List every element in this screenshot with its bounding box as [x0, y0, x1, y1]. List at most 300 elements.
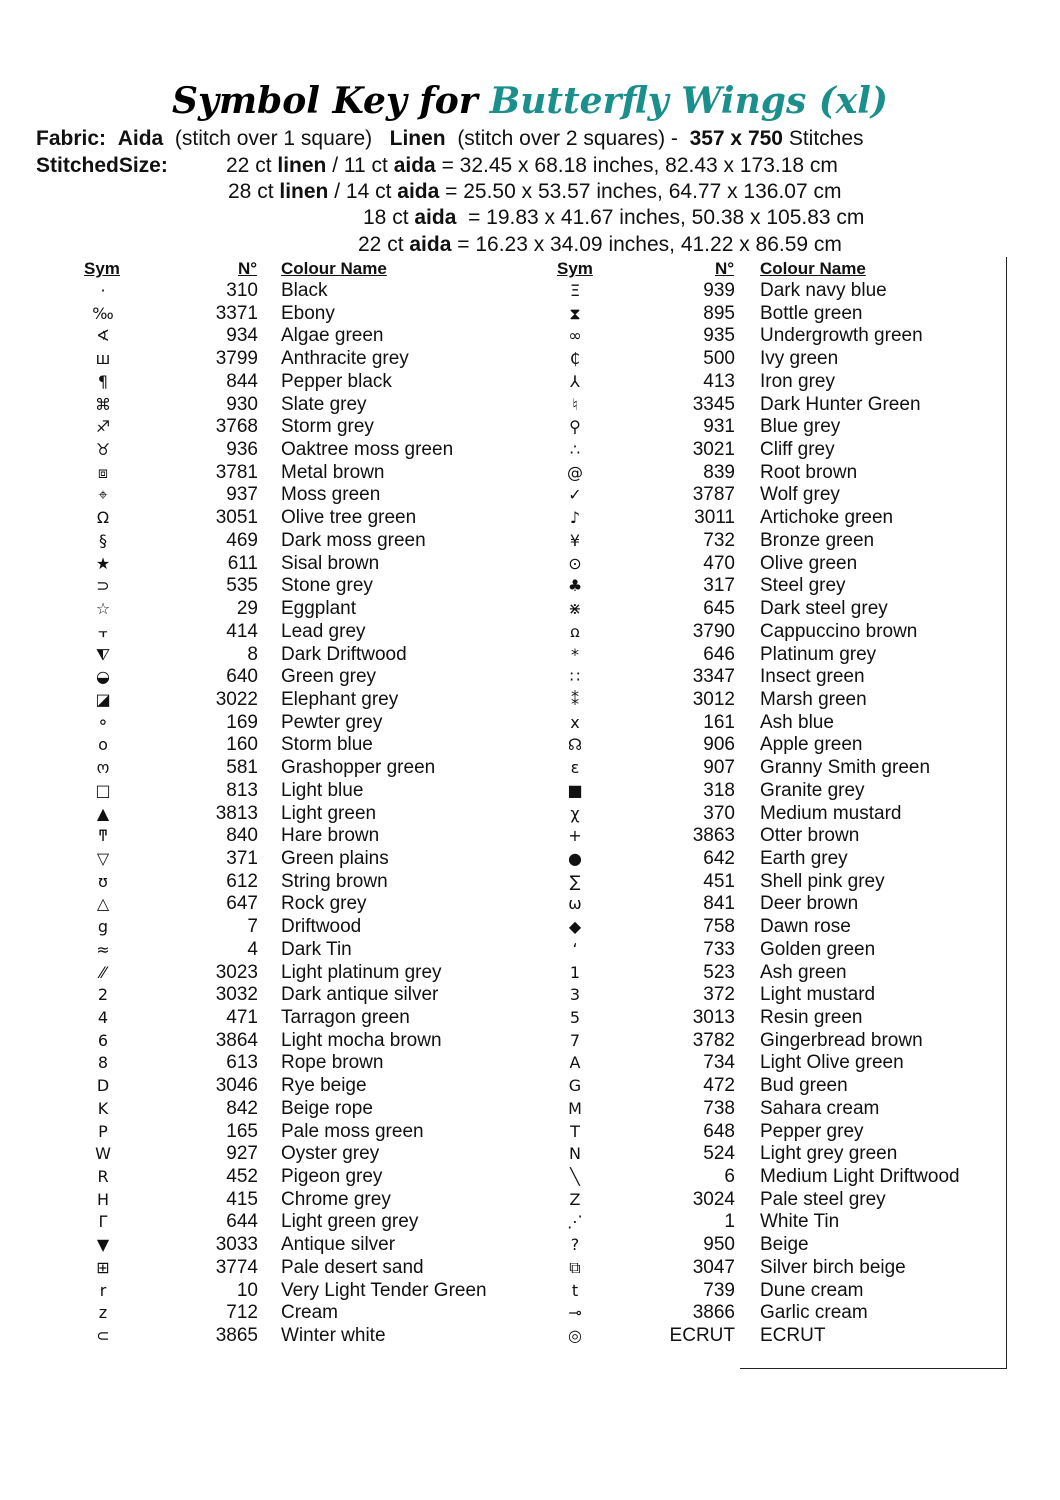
number-cell: 907 — [703, 757, 735, 779]
symbol-cell: ◒ — [96, 667, 110, 687]
symbol-cell: ⋇ — [568, 599, 582, 619]
symbol-cell: * — [571, 644, 579, 664]
number-cell: 906 — [703, 734, 735, 756]
symbol-cell: r — [99, 1280, 107, 1300]
number-cell: 535 — [226, 575, 258, 597]
symbol-cell: ☆ — [95, 599, 111, 619]
symbol-cell: · — [100, 281, 106, 300]
colour-name-cell: Rye beige — [281, 1075, 367, 1097]
number-cell: 370 — [703, 802, 735, 824]
colour-name-cell: Light grey green — [760, 1143, 898, 1165]
symbol-cell: ⚬ — [96, 712, 110, 732]
symbol-cell: ⧨ — [95, 644, 111, 664]
number-cell: 581 — [226, 757, 258, 779]
number-cell: 738 — [703, 1097, 735, 1119]
colour-name-cell: Ash green — [760, 961, 847, 983]
symbol-cell: ♐ — [95, 417, 111, 437]
number-cell: 7 — [247, 916, 258, 938]
number-cell: 500 — [703, 348, 735, 370]
symbol-cell: ◎ — [568, 1326, 582, 1346]
colour-name-cell: Light Olive green — [760, 1052, 904, 1074]
colour-name-cell: Rock grey — [281, 893, 367, 915]
colour-name-cell: Resin green — [760, 1007, 863, 1028]
stitched-size-line-4 — [358, 232, 842, 258]
colour-name-cell: Olive tree green — [281, 507, 417, 529]
number-cell: 10 — [236, 1279, 258, 1301]
number-cell: 3023 — [215, 961, 258, 983]
stitched-size-line-2 — [228, 179, 842, 205]
number-cell: 646 — [703, 643, 735, 665]
number-cell: 413 — [703, 370, 735, 392]
number-cell: 3863 — [692, 825, 735, 847]
colour-name-cell: Stone grey — [281, 575, 373, 597]
colour-name-cell: Black — [281, 280, 328, 301]
symbol-cell: o — [98, 735, 108, 755]
symbol-cell: ʻ — [572, 939, 578, 959]
colour-name-cell: Anthracite grey — [281, 348, 409, 370]
number-cell: 613 — [226, 1052, 258, 1074]
symbol-cell: K — [97, 1098, 109, 1118]
symbol-cell: ▼ — [96, 1235, 110, 1255]
symbol-cell: ♉ — [95, 440, 111, 460]
title-design-name: Butterfly Wings (xl) — [489, 80, 888, 122]
colour-name-cell: Slate grey — [281, 393, 367, 415]
colour-name-cell: Light blue — [281, 779, 364, 801]
title-prefix: Symbol Key for — [172, 80, 478, 122]
symbol-cell: ш — [95, 349, 111, 369]
colour-name-cell: Ebony — [281, 302, 335, 324]
number-cell: 452 — [226, 1166, 258, 1188]
frame-bottom-border — [740, 1368, 1007, 1369]
symbol-cell: Z — [569, 1189, 581, 1209]
header-sym-2: Sym — [557, 259, 593, 278]
colour-name-cell: Gingerbread brown — [760, 1029, 923, 1051]
number-cell: 840 — [226, 825, 258, 847]
colour-name-cell: Winter white — [281, 1325, 386, 1347]
number-cell: 842 — [226, 1097, 258, 1119]
symbol-cell: ⊸ — [568, 1303, 582, 1323]
colour-name-cell: Pewter grey — [281, 711, 383, 733]
colour-name-cell: Marsh green — [760, 688, 867, 710]
symbol-cell: 1 — [569, 962, 581, 982]
number-cell: 471 — [226, 1007, 258, 1028]
symbol-cell: ? — [570, 1235, 580, 1255]
symbol-cell: ⊂ — [96, 1326, 110, 1346]
number-cell: 3033 — [215, 1234, 258, 1256]
colour-name-cell: Moss green — [281, 484, 381, 506]
symbol-cell: ⊃ — [96, 576, 110, 596]
symbol-cell: ⋰ — [567, 1212, 583, 1232]
colour-name-cell: Root brown — [760, 461, 858, 483]
symbol-cell: ∞ — [568, 326, 582, 346]
colour-name-cell: Granny Smith green — [760, 757, 931, 779]
symbol-cell: 2 — [97, 985, 109, 1005]
number-cell: 758 — [703, 916, 735, 938]
number-cell: 930 — [226, 393, 258, 415]
symbol-cell: D — [96, 1076, 110, 1096]
symbol-cell: ▽ — [96, 848, 110, 868]
number-cell: 935 — [703, 325, 735, 347]
stitch-word: Stitches — [788, 127, 864, 150]
header-name-1: Colour Name — [281, 259, 387, 278]
number-cell: 317 — [703, 575, 735, 597]
number-cell: 160 — [226, 734, 258, 756]
symbol-cell: M — [568, 1098, 582, 1118]
colour-name-cell: Antique silver — [281, 1234, 396, 1256]
symbol-cell: ■ — [567, 780, 583, 800]
colour-name-cell: Granite grey — [760, 779, 865, 801]
number-cell: 3790 — [692, 620, 735, 642]
symbol-cell: T — [570, 1121, 580, 1141]
size-count: 18 ct — [363, 206, 415, 229]
colour-name-cell: Dark steel grey — [760, 598, 888, 620]
colour-name-cell: Dark antique silver — [281, 984, 439, 1006]
symbol-cell: t — [571, 1280, 579, 1300]
colour-name-cell: Bud green — [760, 1075, 848, 1097]
number-cell: 3021 — [692, 439, 735, 461]
number-cell: 732 — [703, 529, 735, 551]
number-cell: 3013 — [692, 1007, 735, 1028]
number-cell: 612 — [226, 870, 258, 892]
number-cell: 161 — [703, 711, 735, 733]
colour-name-cell: Oaktree moss green — [281, 439, 454, 461]
symbol-cell: ▲ — [96, 803, 110, 823]
stitched-size-line-3 — [363, 205, 864, 231]
colour-name-cell: Pale desert sand — [281, 1256, 424, 1278]
number-cell: 3864 — [215, 1029, 258, 1051]
number-cell: 3345 — [692, 393, 735, 415]
number-cell: 169 — [226, 711, 258, 733]
symbol-cell: ◪ — [95, 689, 111, 709]
number-cell: 6 — [724, 1166, 735, 1188]
size-fabric: aida — [409, 233, 452, 256]
number-cell: 644 — [226, 1211, 258, 1233]
symbol-cell: ⌘ — [95, 394, 111, 414]
size-dimensions: = 19.83 x 41.67 inches, 50.38 x 105.83 cm — [456, 206, 865, 229]
number-cell: 469 — [226, 529, 258, 551]
fabric-linen: Linen — [389, 127, 446, 150]
colour-name-cell: Beige rope — [281, 1097, 373, 1119]
size-fabric: linen — [279, 180, 329, 203]
colour-name-cell: Sahara cream — [760, 1097, 880, 1119]
colour-name-cell: Light green — [281, 802, 377, 824]
symbol-cell: ∢ — [96, 326, 110, 346]
symbol-cell: ₵ — [569, 349, 581, 369]
colour-name-cell: Golden green — [760, 938, 876, 960]
number-cell: 414 — [226, 620, 258, 642]
symbol-cell: @ — [567, 462, 583, 482]
number-cell: 3799 — [215, 348, 258, 370]
symbol-cell: ♮ — [572, 394, 578, 414]
colour-name-cell: Rope brown — [281, 1052, 384, 1074]
number-cell: 3774 — [215, 1256, 258, 1278]
symbol-cell: G — [568, 1076, 582, 1096]
colour-name-cell: Dark Hunter Green — [760, 393, 921, 415]
symbol-cell: ╲ — [570, 1167, 580, 1187]
number-cell: 415 — [226, 1188, 258, 1210]
colour-name-cell: Silver birch beige — [760, 1256, 906, 1278]
colour-name-cell: Wolf grey — [760, 484, 840, 506]
number-cell: 3865 — [215, 1325, 258, 1347]
symbol-cell: z — [98, 1303, 108, 1323]
symbol-cell: χ — [570, 803, 580, 823]
number-cell: 712 — [226, 1302, 258, 1324]
colour-name-cell: Grashopper green — [281, 757, 436, 779]
colour-name-cell: Blue grey — [760, 416, 841, 438]
number-cell: 739 — [703, 1279, 735, 1301]
colour-name-cell: Eggplant — [281, 598, 357, 620]
colour-name-cell: Chrome grey — [281, 1188, 391, 1210]
colour-name-cell: Lead grey — [281, 620, 366, 642]
header-num-1: N° — [238, 259, 258, 278]
symbol-cell: 7 — [569, 1030, 581, 1050]
number-cell: 3787 — [692, 484, 735, 506]
colour-name-cell: Metal brown — [281, 461, 385, 483]
number-cell: 3782 — [692, 1029, 735, 1051]
symbol-cell: Γ — [98, 1212, 108, 1232]
number-cell: 470 — [703, 552, 735, 574]
number-cell: 647 — [226, 893, 258, 915]
symbol-cell: g — [97, 917, 109, 937]
colour-name-cell: Platinum grey — [760, 643, 877, 665]
size-count: 22 ct — [358, 233, 410, 256]
stitched-size-line-1 — [36, 153, 838, 179]
size-dimensions: = 32.45 x 68.18 inches, 82.43 x 173.18 cm — [435, 154, 838, 177]
colour-name-cell: Medium mustard — [760, 802, 902, 824]
colour-name-cell: Iron grey — [760, 370, 835, 392]
number-cell: 4 — [247, 938, 258, 960]
colour-name-cell: Olive green — [760, 552, 858, 574]
symbol-cell: A — [569, 1053, 581, 1073]
colour-name-cell: Ivy green — [760, 348, 839, 370]
colour-name-cell: Earth grey — [760, 847, 848, 869]
number-cell: 3371 — [215, 302, 258, 324]
number-cell: 640 — [226, 666, 258, 688]
symbol-cell: ¥ — [569, 530, 581, 550]
symbol-cell: ∑ — [569, 871, 581, 891]
colour-name-cell: Medium Light Driftwood — [760, 1166, 960, 1188]
symbol-cell: ⁄⁄ — [100, 962, 106, 982]
symbol-cell: 8 — [97, 1053, 109, 1073]
colour-name-cell: Tarragon green — [281, 1007, 410, 1028]
colour-name-cell: Garlic cream — [760, 1302, 868, 1324]
size-dimensions: = 16.23 x 34.09 inches, 41.22 x 86.59 cm — [451, 233, 842, 256]
number-cell: 372 — [703, 984, 735, 1006]
number-cell: 472 — [703, 1075, 735, 1097]
fabric-linen-note: (stitch over 2 squares) - — [457, 127, 678, 150]
symbol-cell: ⚲ — [569, 417, 581, 437]
colour-name-cell: Pepper black — [281, 370, 392, 392]
header-sym-1: Sym — [84, 259, 120, 278]
colour-name-cell: Ash blue — [760, 711, 834, 733]
size-count: 22 ct — [226, 154, 278, 177]
number-cell: 642 — [703, 847, 735, 869]
symbol-cell: ‰ — [92, 303, 114, 323]
number-cell: 927 — [226, 1143, 258, 1165]
frame-right-border — [1006, 257, 1007, 1368]
colour-name-cell: Light mustard — [760, 984, 876, 1006]
colour-name-cell: Cream — [281, 1302, 339, 1324]
number-cell: 733 — [703, 938, 735, 960]
number-cell: 310 — [226, 280, 258, 301]
colour-name-cell: Storm blue — [281, 734, 373, 756]
symbol-cell: △ — [96, 894, 110, 914]
number-cell: 937 — [226, 484, 258, 506]
size-count-2: / 14 ct — [328, 180, 398, 203]
colour-name-cell: Undergrowth green — [760, 325, 923, 347]
number-cell: 931 — [703, 416, 735, 438]
symbol-cell: ɛ — [570, 758, 580, 778]
number-cell: 611 — [227, 552, 258, 574]
symbol-cell: ⁑ — [571, 689, 579, 709]
number-cell: 844 — [226, 370, 258, 392]
number-cell: 3046 — [215, 1075, 258, 1097]
symbol-cell: P — [98, 1121, 108, 1141]
number-cell: 165 — [226, 1120, 258, 1142]
number-cell: 3012 — [692, 688, 735, 710]
colour-name-cell: Dune cream — [760, 1279, 864, 1301]
symbol-cell: 3 — [569, 985, 581, 1005]
size-count-2: / 11 ct — [326, 154, 394, 177]
symbol-cell: ¶ — [97, 371, 109, 391]
number-cell: 371 — [226, 847, 258, 869]
symbol-cell: Ξ — [569, 281, 581, 300]
colour-name-cell: Pepper grey — [760, 1120, 864, 1142]
colour-name-cell: White Tin — [760, 1211, 840, 1233]
symbol-cell: ⌖ — [98, 485, 108, 505]
colour-name-cell: Bottle green — [760, 302, 863, 324]
symbol-cell: ● — [568, 848, 582, 868]
number-cell: 3047 — [692, 1256, 735, 1278]
colour-name-cell: Shell pink grey — [760, 870, 885, 892]
symbol-cell: ⧗ — [569, 303, 581, 323]
colour-name-cell: ECRUT — [760, 1325, 826, 1347]
colour-name-cell: Dawn rose — [760, 916, 851, 938]
colour-name-cell: Beige — [760, 1234, 809, 1256]
size-count: 28 ct — [228, 180, 280, 203]
colour-name-cell: Dark Tin — [281, 938, 352, 960]
symbol-cell: ≈ — [96, 939, 110, 959]
number-cell: 3768 — [215, 416, 258, 438]
number-cell: 3813 — [215, 802, 258, 824]
number-cell: 734 — [703, 1052, 735, 1074]
symbol-cell: ✓ — [568, 485, 582, 505]
colour-name-cell: Elephant grey — [281, 688, 399, 710]
size-fabric: linen — [277, 154, 327, 177]
number-cell: 934 — [226, 325, 258, 347]
number-cell: 648 — [703, 1120, 735, 1142]
symbol-cell: 5 — [569, 1008, 581, 1027]
symbol-cell: ∴ — [569, 440, 581, 460]
colour-name-cell: Very Light Tender Green — [281, 1279, 487, 1301]
number-cell: 3024 — [692, 1188, 735, 1210]
stitched-size-label: StitchedSize: — [36, 154, 168, 177]
colour-name-cell: Steel grey — [760, 575, 846, 597]
colour-name-cell: Pale moss green — [281, 1120, 424, 1142]
number-cell: 3032 — [215, 984, 258, 1006]
number-cell: 839 — [703, 461, 735, 483]
colour-name-cell: Green plains — [281, 847, 389, 869]
fabric-aida: Aida — [117, 127, 164, 150]
colour-name-cell: Insect green — [760, 666, 865, 688]
symbol-cell: ☊ — [567, 735, 583, 755]
colour-name-cell: Light platinum grey — [281, 961, 442, 983]
symbol-cell: ⊞ — [96, 1257, 110, 1277]
size-dimensions: = 25.50 x 53.57 inches, 64.77 x 136.07 cm — [439, 180, 842, 203]
number-cell: 939 — [703, 280, 735, 301]
symbol-cell: N — [569, 1144, 581, 1164]
symbol-cell: ∷ — [569, 667, 581, 687]
number-cell: 3011 — [694, 507, 735, 529]
number-cell: 895 — [703, 302, 735, 324]
colour-name-cell: Driftwood — [281, 916, 362, 938]
colour-name-cell: Bronze green — [760, 529, 875, 551]
colour-name-cell: Deer brown — [760, 893, 859, 915]
symbol-cell: W — [95, 1144, 111, 1164]
number-cell: 318 — [703, 779, 735, 801]
colour-name-cell: Algae green — [281, 325, 384, 347]
colour-name-cell: Dark navy blue — [760, 280, 887, 301]
colour-name-cell: Artichoke green — [760, 507, 894, 529]
number-cell: 813 — [226, 779, 258, 801]
colour-name-cell: Light mocha brown — [281, 1029, 442, 1051]
number-cell: 3347 — [692, 666, 735, 688]
colour-name-cell: Dark Driftwood — [281, 643, 407, 665]
page-title — [0, 78, 1060, 124]
symbol-cell: ★ — [95, 553, 111, 573]
number-cell: 29 — [236, 598, 258, 620]
colour-name-cell: Apple green — [760, 734, 863, 756]
symbol-cell: ო — [96, 758, 110, 778]
number-cell: 3781 — [215, 461, 258, 483]
symbol-cell: □ — [95, 780, 111, 800]
symbol-cell: ⫟ — [98, 621, 108, 641]
colour-name-cell: Green grey — [281, 666, 377, 688]
number-cell: 3051 — [215, 507, 258, 529]
colour-name-cell: Cliff grey — [760, 439, 835, 461]
symbol-cell: ⧈ — [97, 462, 109, 482]
symbol-cell: + — [568, 826, 582, 846]
colour-name-cell: Oyster grey — [281, 1143, 380, 1165]
number-cell: 950 — [703, 1234, 735, 1256]
symbol-cell: ʊ — [98, 871, 108, 891]
symbol-cell: ω — [568, 894, 582, 914]
symbol-cell: Ω — [96, 508, 110, 528]
symbol-cell: ⅄ — [570, 371, 580, 391]
colour-name-cell: Light green grey — [281, 1211, 419, 1233]
number-cell: 3022 — [215, 688, 258, 710]
colour-name-cell: Pale steel grey — [760, 1188, 886, 1210]
colour-name-cell: Cappuccino brown — [760, 620, 918, 642]
stitch-count: 357 x 750 — [689, 127, 783, 150]
number-cell: 523 — [703, 961, 735, 983]
colour-name-cell: Otter brown — [760, 825, 860, 847]
fabric-aida-note: (stitch over 1 square) — [174, 127, 373, 150]
number-cell: ECRUT — [669, 1325, 735, 1347]
symbol-cell: x — [570, 712, 580, 732]
symbol-cell: ⧉ — [569, 1257, 581, 1277]
number-cell: 524 — [703, 1143, 735, 1165]
colour-name-cell: Sisal brown — [281, 552, 380, 574]
header-num-2: N° — [715, 259, 735, 278]
symbol-cell: ♣ — [567, 576, 583, 596]
number-cell: 645 — [703, 598, 735, 620]
fabric-line — [36, 126, 864, 152]
symbol-cell: R — [97, 1167, 109, 1187]
number-cell: 841 — [703, 893, 735, 915]
number-cell: 8 — [247, 643, 258, 665]
number-cell: 1 — [724, 1211, 735, 1233]
